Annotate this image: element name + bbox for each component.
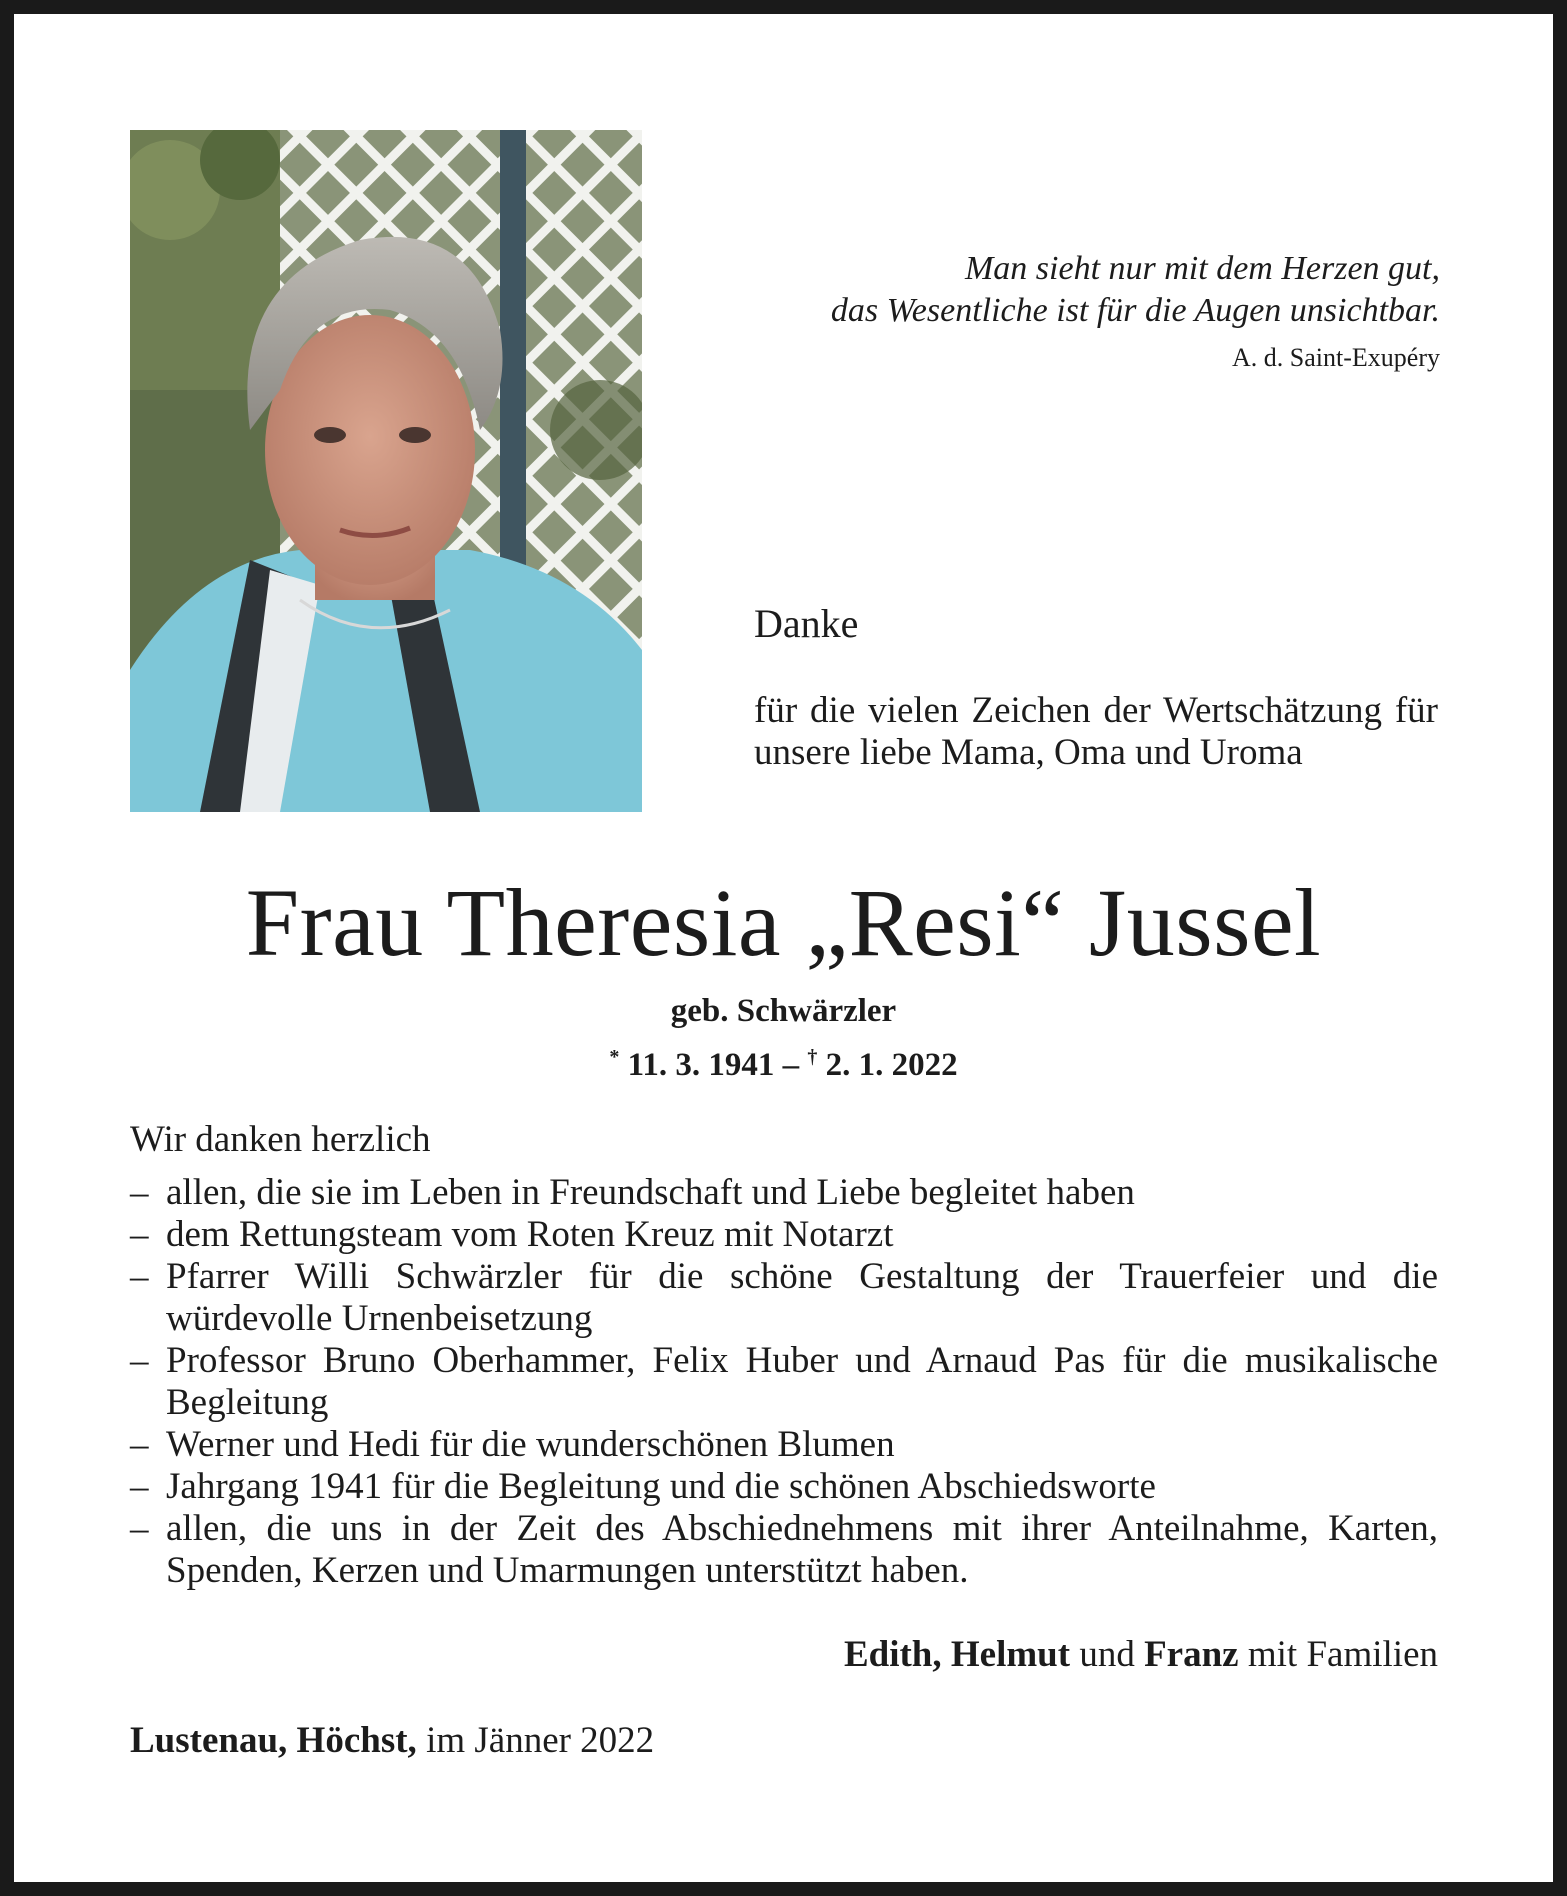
thanks-text: für die vielen Zeichen der Wertschätzung für unsere liebe Mama, Oma und Uroma: [754, 690, 1438, 773]
list-dash: –: [130, 1256, 149, 1297]
list-dash: –: [130, 1424, 149, 1465]
gratitude-item-text: Professor Bruno Oberhammer, Felix Huber und Arnaud Pas für die musikalische Begleitung: [166, 1340, 1438, 1423]
gratitude-item: [130, 1214, 1438, 1256]
date-separator: –: [774, 1047, 808, 1083]
death-date: 2. 1. 2022: [825, 1047, 958, 1083]
gratitude-item: [130, 1172, 1438, 1214]
gratitude-item-text: allen, die sie im Leben in Freundschaft und Liebe begleitet haben: [166, 1172, 1135, 1213]
gratitude-item-text: allen, die uns in der Zeit des Abschiednehmens mit ihrer Anteilnahme, Karten, Spenden, Kerzen und Umarmungen unterstützt haben.: [166, 1508, 1438, 1591]
list-dash: –: [130, 1508, 149, 1549]
signature-name-3: Franz: [1144, 1634, 1239, 1675]
birth-date: 11. 3. 1941: [627, 1047, 775, 1083]
quote-line-2: das Wesentliche ist für die Augen unsichtbar.: [830, 292, 1440, 329]
signature-name-2: Helmut: [950, 1634, 1071, 1675]
life-dates: [20, 1036, 1547, 1086]
gratitude-item-text: Werner und Hedi für die wunderschönen Blumen: [166, 1424, 895, 1465]
list-dash: –: [130, 1214, 149, 1255]
maiden-name: geb. Schwärzler: [670, 993, 897, 1029]
gratitude-item: [130, 1466, 1438, 1508]
gratitude-item: [130, 1424, 1438, 1466]
gratitude-item-text: dem Rettungsteam vom Roten Kreuz mit Notarzt: [166, 1214, 894, 1255]
gratitude-item: [130, 1340, 1438, 1424]
signature-suffix: mit Familien: [1247, 1634, 1438, 1675]
gratitude-item-text: Jahrgang 1941 für die Begleitung und die schönen Abschiedsworte: [166, 1466, 1156, 1507]
signature-conjunction: und: [1079, 1634, 1135, 1675]
portrait-photo: [130, 130, 642, 812]
gratitude-item: [130, 1256, 1438, 1340]
death-symbol: †: [807, 1046, 818, 1068]
quote-block: [730, 248, 1440, 378]
portrait-image: [130, 130, 642, 812]
place-date-text: im Jänner 2022: [426, 1720, 655, 1761]
thanks-heading: Danke: [754, 601, 859, 646]
gratitude-item: [130, 1508, 1438, 1592]
gratitude-item-text: Pfarrer Willi Schwärzler für die schöne Gestaltung der Trauerfeier und die würdevolle Urnenbeisetzung: [166, 1256, 1438, 1339]
gratitude-intro: Wir danken herzlich: [130, 1119, 431, 1160]
signature: [130, 1632, 1438, 1678]
list-dash: –: [130, 1340, 149, 1381]
birth-symbol: *: [609, 1046, 620, 1068]
list-dash: –: [130, 1466, 149, 1507]
place-date: [130, 1718, 654, 1764]
signature-name-1: Edith,: [843, 1634, 942, 1675]
quote-line-1: Man sieht nur mit dem Herzen gut,: [964, 250, 1440, 287]
gratitude-list: [130, 1172, 1438, 1592]
place-towns: Lustenau, Höchst,: [130, 1720, 417, 1761]
deceased-name: Frau Theresia „Resi“ Jussel: [245, 869, 1322, 976]
list-dash: –: [130, 1172, 149, 1213]
quote-author: A. d. Saint-Exupéry: [1232, 343, 1440, 372]
